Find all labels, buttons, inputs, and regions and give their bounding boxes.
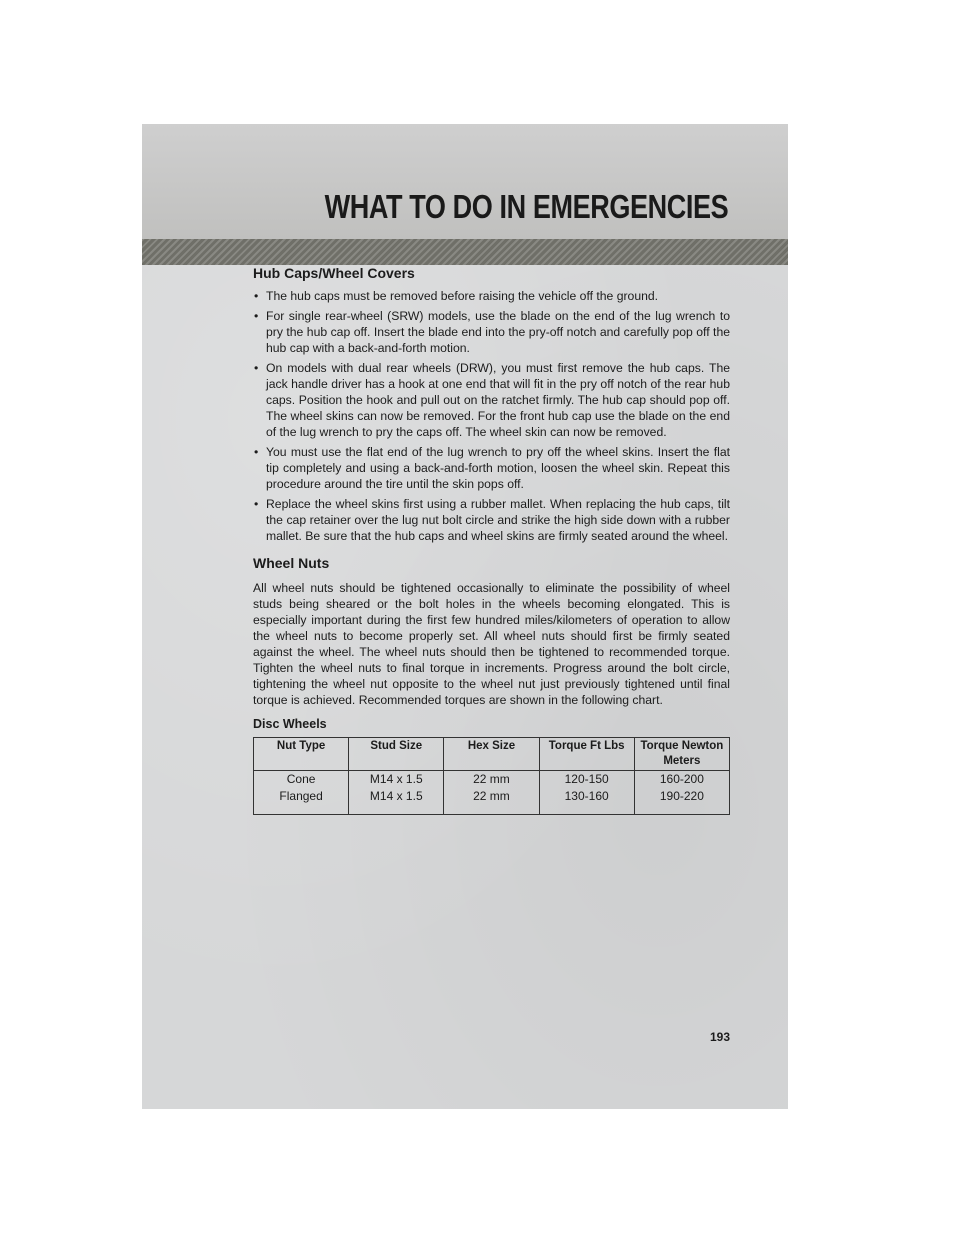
- table-header-row: [254, 738, 730, 771]
- column-header: Stud Size: [349, 738, 444, 771]
- table-cell: M14 x 1.5: [349, 771, 444, 789]
- bullet-icon: •: [254, 497, 259, 511]
- table-cell: Flanged: [254, 788, 349, 815]
- bullet-icon: •: [254, 361, 259, 375]
- bullet-icon: •: [254, 289, 259, 303]
- list-item-text: The hub caps must be removed before raising the vehicle off the ground.: [266, 289, 659, 303]
- list-item: [253, 308, 730, 356]
- list-item: [253, 288, 730, 304]
- disc-wheels-heading: Disc Wheels: [253, 717, 327, 731]
- bullet-icon: •: [254, 309, 259, 323]
- table-cell: M14 x 1.5: [349, 788, 444, 815]
- page-number: 193: [709, 1030, 730, 1044]
- page-content: [253, 264, 730, 815]
- table-cell: Cone: [254, 771, 349, 789]
- column-header: Hex Size: [444, 738, 539, 771]
- list-item-text: For single rear-wheel (SRW) models, use the blade on the end of the lug wrench to pry the hub cap off. Insert the blade end into the pry-off notch and carefully pop off the hub cap with a back-and-forth motion.: [266, 309, 730, 355]
- table-cell: 190-220: [634, 788, 729, 815]
- column-header: Torque Newton Meters: [634, 738, 729, 771]
- torque-table: [253, 737, 730, 815]
- manual-page: [142, 124, 788, 1109]
- table-cell: 160-200: [634, 771, 729, 789]
- table-cell: 22 mm: [444, 788, 539, 815]
- hubcaps-list: [253, 288, 730, 544]
- table-row: [254, 788, 730, 815]
- list-item: [253, 444, 730, 492]
- table-cell: 120-150: [539, 771, 634, 789]
- wheelnuts-paragraph: All wheel nuts should be tightened occasionally to eliminate the possibility of wheel studs being sheared or the bolt holes in the wheels becoming elongated. This is especially important during the first few hundred miles/kilometers of operation to allow the wheel nuts to become properly set. All wheel nuts should first be firmly seated against the wheel. The wheel nuts should then be tightened to recommended torque. Tighten the wheel nuts to final torque in increments. Progress around the bolt circle, tightening the wheel nut opposite to the wheel nut just previously tightened until final torque is achieved. Recommended torques are shown in the following chart.: [253, 581, 730, 707]
- chapter-title: WHAT TO DO IN EMERGENCIES: [324, 188, 728, 225]
- list-item-text: You must use the flat end of the lug wrench to pry off the wheel skins. Insert the flat tip completely and using a back-and-forth motion, loosen the wheel skin. Repeat this procedure around the tire until the skin pops off.: [266, 445, 730, 491]
- table-cell: 130-160: [539, 788, 634, 815]
- column-header: Nut Type: [254, 738, 349, 771]
- list-item: [253, 496, 730, 544]
- list-item: [253, 360, 730, 440]
- wheelnuts-heading: Wheel Nuts: [253, 555, 330, 571]
- list-item-text: Replace the wheel skins first using a rubber mallet. When replacing the hub caps, tilt the cap retainer over the lug nut bolt circle and strike the high side down with a rubber mallet. Be sure that the hub caps and wheel skins are firmly seated around the wheel.: [266, 497, 730, 543]
- table-row: [254, 771, 730, 789]
- header-stripe: [142, 239, 788, 265]
- bullet-icon: •: [254, 445, 259, 459]
- hubcaps-heading: Hub Caps/Wheel Covers: [253, 265, 415, 281]
- table-cell: 22 mm: [444, 771, 539, 789]
- column-header: Torque Ft Lbs: [539, 738, 634, 771]
- list-item-text: On models with dual rear wheels (DRW), you must first remove the hub caps. The jack handle driver has a hook at one end that will fit in the pry off notch of the rear hub caps. Position the hook and pull out on the ratchet firmly. The hub cap should pop off. The wheel skins can now be removed. For the front hub cap use the blade on the end of the lug wrench to pry the caps off. The wheel skin can now be removed.: [266, 361, 730, 439]
